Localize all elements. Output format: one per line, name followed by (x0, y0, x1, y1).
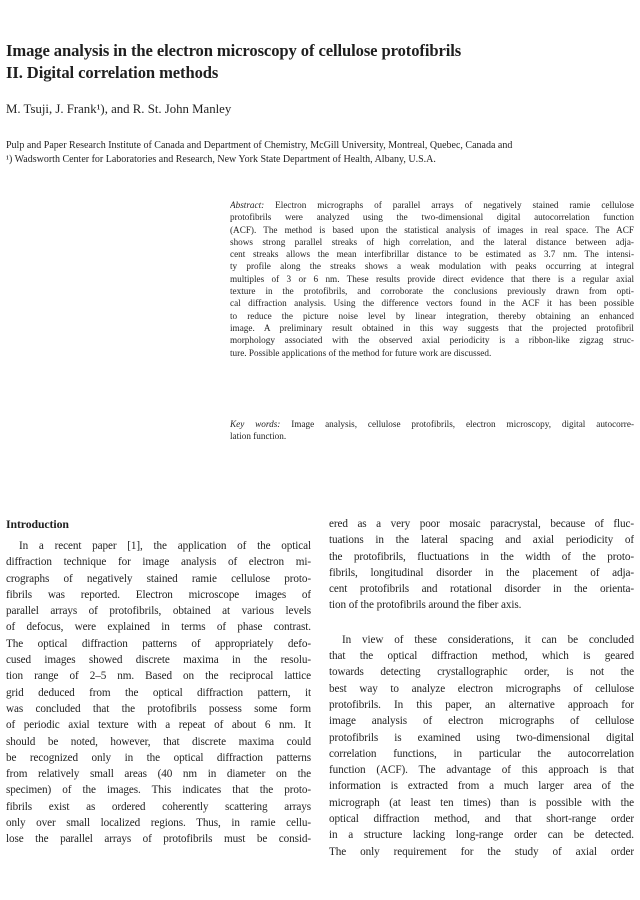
keywords-label: Key words: (230, 419, 281, 429)
body-line: cent protofibrils and rotational disorder in the orienta- (329, 583, 634, 596)
body-line: that the optical diffraction method, which is geared (329, 650, 634, 663)
body-line: cused images showed discrete maxima in the resolu- (6, 654, 311, 667)
abstract-line-text: Electron micrographs of parallel arrays of negatively stained ramie cellulose (275, 200, 634, 210)
body-line: fibrils exist as ordered coherently scattering arrays (6, 800, 311, 813)
abstract (230, 199, 634, 359)
body-line: tion range of 2–5 nm. Based on the reciprocal lattice (6, 670, 311, 683)
abstract-line: multiples of 3 or 6 nm. These results provide direct evidence that there is a regular axial (230, 273, 634, 284)
body-line: the protofibrils, fluctuations in the width of the proto- (329, 550, 634, 563)
body-line: towards detecting crystallographic order, is not the (329, 666, 634, 679)
body-line: protofibrils. In this paper, an alternative approach for (329, 698, 634, 711)
body-line: The optical diffraction patterns of appropriately defo- (6, 637, 311, 650)
body-line: of defocus, were explained in terms of phase contrast. (6, 621, 311, 634)
body-line: The only requirement for the study of axial order (329, 845, 634, 858)
body-line: parallel arrays of protofibrils, obtained at various levels (6, 605, 311, 618)
body-line: from relatively small areas (40 nm in diameter on the (6, 768, 311, 781)
body-line: specimen) of the images. This indicates that the proto- (6, 784, 311, 797)
body-line: correlation functions, in particular the autocorrelation (329, 747, 634, 760)
body-line: diffraction technique for image analysis of electron mi- (6, 556, 311, 569)
abstract-line: cal diffraction analysis. Using the difference vectors found in the ACF it has been possible (230, 298, 634, 309)
left-column (6, 516, 311, 848)
body-line: be recognized only in the optical diffraction patterns (6, 751, 311, 764)
paper-title (6, 40, 616, 84)
body-line: fibrils was reported. Electron microscope images of (6, 588, 311, 601)
title-line-1: Image analysis in the electron microscopy of cellulose protofibrils (6, 41, 462, 60)
body-line: In view of these considerations, it can be concluded (342, 633, 634, 646)
body-line: protofibrils is examined using two-dimensional digital (329, 731, 634, 744)
affiliations (6, 139, 512, 167)
body-line: function (ACF). The advantage of this approach is that (329, 764, 634, 777)
abstract-line: to reduce the picture noise level by linear integration, thereby obtaining an enhanced (230, 310, 634, 321)
body-line: of periodic axial texture with a repeat of about 6 nm. It (6, 719, 311, 732)
keywords-line (230, 418, 634, 430)
abstract-line: image. A preliminary result obtained in this way suggests that the projected protofibril (230, 322, 634, 333)
abstract-line (230, 199, 634, 211)
keywords-line-text: Image analysis, cellulose protofibrils, electron microscopy, digital autocorre- (291, 419, 634, 429)
affiliation-line-1: Pulp and Paper Research Institute of Canada and Department of Chemistry, McGill University, Montreal, Quebec, Canada and (6, 140, 513, 151)
abstract-line: protofibrils were analyzed using the two-dimensional digital autocorrelation function (230, 212, 634, 223)
body-line: image analysis of electron micrographs of cellulose (329, 715, 634, 728)
body-line: best way to analyze electron micrographs of cellulose (329, 682, 634, 695)
body-line: grid deduced from the optical diffraction pattern, it (6, 686, 311, 699)
author-list: M. Tsuji, J. Frank¹), and R. St. John Manley (6, 102, 232, 116)
paragraph-gap (329, 614, 634, 632)
body-line: micrograph (at least ten times) than is possible with the (329, 796, 634, 809)
body-line: In a recent paper [1], the application of the optical (19, 540, 311, 552)
abstract-label: Abstract: (230, 200, 265, 210)
body-line: fibrils, longitudinal disorder in the placement of adja- (329, 566, 634, 579)
abstract-line: ty profile along the streaks shows a weak modulation with peaks occurring at integral (230, 261, 634, 272)
affiliation-line-2: ¹) Wadsworth Center for Laboratories and Research, New York State Department of Health, Albany, U.S.A. (6, 154, 436, 165)
section-heading-introduction: Introduction (6, 517, 69, 531)
abstract-line: shows strong parallel streaks of high correlation, and the lateral distance between adja- (230, 236, 634, 247)
abstract-line: (ACF). The method is based upon the statistical analysis of images in real space. The ACF (230, 224, 634, 235)
right-column (329, 516, 634, 860)
body-line: tion of the protofibrils around the fiber axis. (329, 599, 522, 612)
body-line: only over small localized regions. Thus, in ramie cellu- (6, 817, 311, 830)
body-line: lose the parallel arrays of protofibrils must be consid- (6, 833, 311, 846)
body-line: crographs of negatively stained ramie cellulose proto- (6, 572, 311, 585)
abstract-line: cent streaks allows the mean interfibrillar distance to be estimated as 3.7 nm. The intensi- (230, 249, 634, 260)
keywords-line: lation function. (230, 431, 287, 442)
body-line: information is extracted from a much larger area of the (329, 780, 634, 793)
body-line: tuations in the lateral spacing and axial periodicity of (329, 534, 634, 547)
abstract-line: morphology associated with the observed axial periodicity is a ribbon-like zigzag struc- (230, 335, 634, 346)
keywords (230, 418, 634, 443)
body-line: should be noted, however, that discrete maxima could (6, 735, 311, 748)
body-line: optical diffraction method, and that short-range order (329, 813, 634, 826)
title-line-2: II. Digital correlation methods (6, 63, 219, 82)
body-line: was concluded that the protofibrils possess some form (6, 702, 311, 715)
body-line: ered as a very poor mosaic paracrystal, because of fluc- (329, 518, 634, 530)
body-line: in a structure lacking long-range order can be detected. (329, 829, 634, 842)
abstract-line: ture. Possible applications of the method for future work are discussed. (230, 347, 492, 358)
abstract-line: texture in the protofibrils, and corroborate the conclusions previously drawn from opti- (230, 286, 634, 297)
